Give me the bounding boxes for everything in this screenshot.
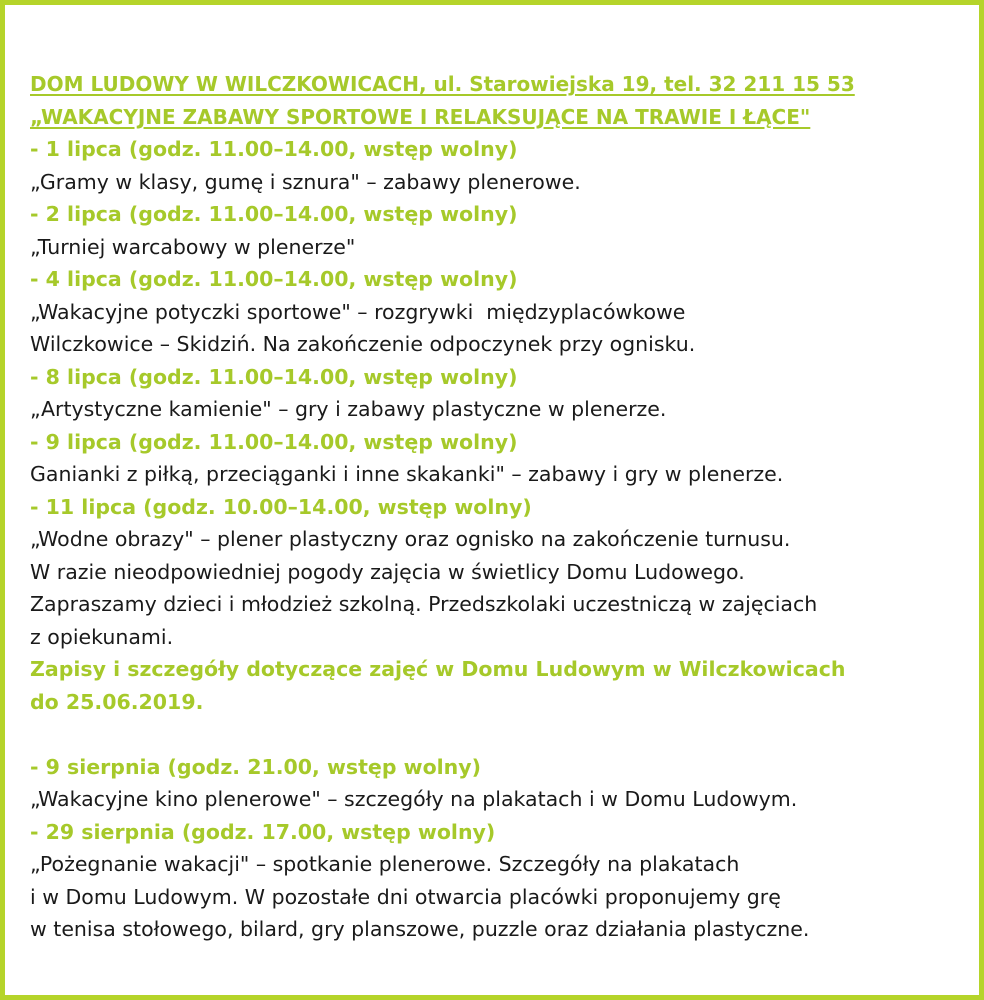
event-description: Wilczkowice – Skidziń. Na zakończenie odpoczynek przy ognisku. <box>30 332 696 356</box>
event-date: - 1 lipca (godz. 11.00–14.00, wstęp wolny) <box>30 137 518 161</box>
event-date: - 29 sierpnia (godz. 17.00, wstęp wolny) <box>30 819 496 844</box>
registration-deadline: do 25.06.2019. <box>30 689 204 714</box>
event-description: W razie nieodpowiedniej pogody zajęcia w świetlicy Domu Ludowego. <box>30 559 745 584</box>
event-date: - 9 sierpnia (godz. 21.00, wstęp wolny) <box>30 754 482 779</box>
event-date: - 4 lipca (godz. 11.00–14.00, wstęp wolny) <box>30 267 518 291</box>
event-date: - 9 lipca (godz. 11.00–14.00, wstęp wolny) <box>30 429 518 454</box>
event-date: - 8 lipca (godz. 11.00–14.00, wstęp wolny) <box>30 364 518 389</box>
event-description: „Wakacyjne kino plenerowe" – szczegóły na plakatach i w Domu Ludowym. <box>30 787 798 811</box>
announcement-text <box>30 68 965 946</box>
event-description: w tenisa stołowego, bilard, gry planszowe, puzzle oraz działania plastyczne. <box>30 917 810 941</box>
program-title: „WAKACYJNE ZABAWY SPORTOWE I RELAKSUJĄCE NA TRAWIE I ŁĄCE" <box>30 104 811 129</box>
event-description: „Turniej warcabowy w plenerze" <box>30 234 356 259</box>
registration-info: Zapisy i szczegóły dotyczące zajęć w Domu Ludowym w Wilczkowicach <box>30 657 846 681</box>
event-description: „Wodne obrazy" – plener plastyczny oraz ognisko na zakończenie turnusu. <box>30 527 791 551</box>
event-description: z opiekunami. <box>30 624 174 649</box>
event-description: „Pożegnanie wakacji" – spotkanie plenerowe. Szczegóły na plakatach <box>30 852 740 876</box>
event-date: - 2 lipca (godz. 11.00–14.00, wstęp wolny) <box>30 202 518 226</box>
event-description: „Wakacyjne potyczki sportowe" – rozgrywki międzyplacówkowe <box>30 299 686 324</box>
event-description: Ganianki z piłką, przeciąganki i inne skakanki" – zabawy i gry w plenerze. <box>30 462 784 486</box>
event-date: - 11 lipca (godz. 10.00–14.00, wstęp wolny) <box>30 494 532 519</box>
venue-header: DOM LUDOWY W WILCZKOWICACH, ul. Starowiejska 19, tel. 32 211 15 53 <box>30 72 855 96</box>
event-description: „Artystyczne kamienie" – gry i zabawy plastyczne w plenerze. <box>30 397 667 421</box>
event-description: Zapraszamy dzieci i młodzież szkolną. Przedszkolaki uczestniczą w zajęciach <box>30 592 818 616</box>
event-description: i w Domu Ludowym. W pozostałe dni otwarcia placówki proponujemy grę <box>30 884 781 909</box>
spacer <box>30 718 965 751</box>
event-description: „Gramy w klasy, gumę i sznura" – zabawy plenerowe. <box>30 169 581 194</box>
